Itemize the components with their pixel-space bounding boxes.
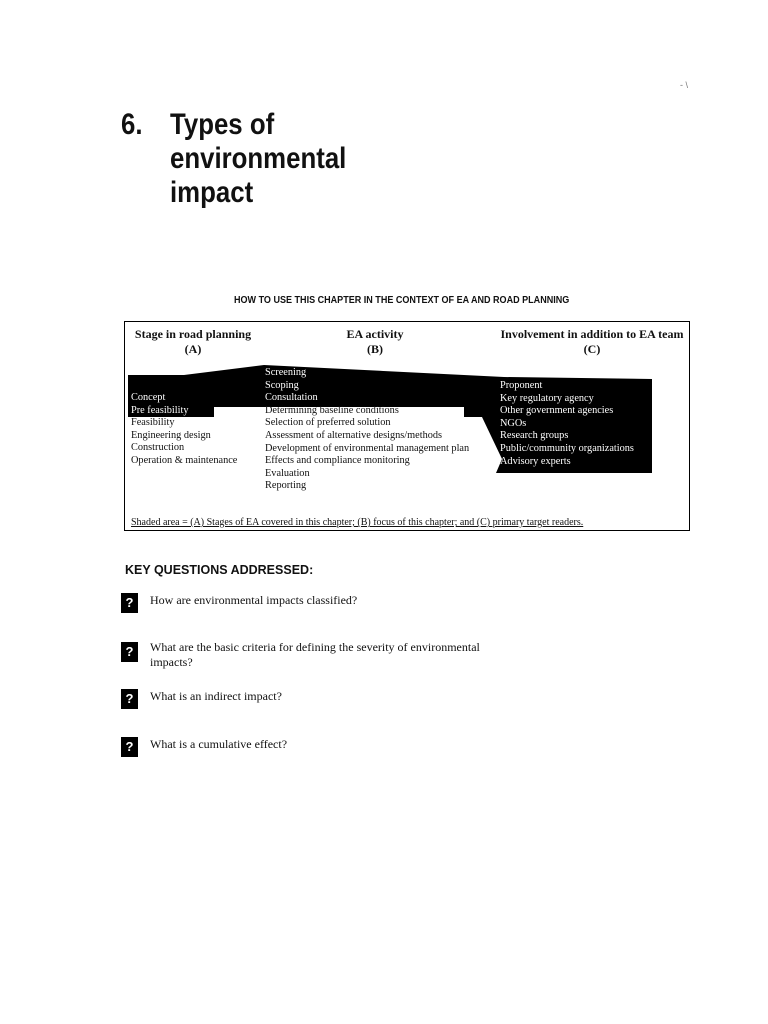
chapter-title-line: impact (170, 176, 254, 209)
activity-item: Assessment of alternative designs/methods (265, 429, 443, 441)
table-note: Shaded area = (A) Stages of EA covered in this chapter; (B) focus of this chapter; and (C) primary target readers. (131, 517, 584, 528)
key-questions-heading: KEY QUESTIONS ADDRESSED: (125, 563, 314, 577)
question-mark-icon: ? (121, 642, 138, 662)
question-line: impacts? (150, 655, 193, 669)
involvement-list (500, 380, 634, 468)
involvement-item: Other government agencies (500, 405, 614, 417)
stage-item: Operation & maintenance (131, 454, 238, 466)
column-b-title: EA activity (346, 327, 404, 341)
scan-mark: - \ (680, 80, 688, 90)
activity-item: Selection of preferred solution (265, 417, 391, 429)
involvement-item: NGOs (500, 417, 527, 429)
column-a-header (128, 327, 258, 357)
involvement-item: Key regulatory agency (500, 392, 594, 404)
column-c-header (496, 327, 688, 357)
activity-item: Effects and compliance monitoring (265, 455, 410, 467)
stage-item: Feasibility (131, 417, 175, 429)
stage-item: Concept (131, 392, 166, 403)
chapter-title-line: environmental (170, 142, 347, 175)
question-mark-icon: ? (121, 737, 138, 757)
column-c-code: (C) (583, 342, 601, 356)
stage-item: Construction (131, 442, 185, 454)
question-mark-icon: ? (121, 593, 138, 613)
question-mark-icon: ? (121, 689, 138, 709)
chapter-title-line: Types of (170, 108, 275, 141)
question-text (150, 593, 357, 608)
question-text (150, 737, 287, 752)
question-line: What is an indirect impact? (150, 689, 282, 703)
column-b-code: (B) (367, 342, 383, 356)
activity-item: Scoping (265, 379, 299, 391)
activity-item: Development of environmental management plan (265, 442, 470, 454)
activity-item: Evaluation (265, 467, 310, 479)
column-a-title: Stage in road planning (134, 327, 252, 341)
stages-list (131, 392, 237, 468)
column-b-header (320, 327, 430, 357)
activity-item: Consultation (265, 392, 318, 404)
involvement-item: Research groups (500, 430, 569, 442)
column-a-code: (A) (184, 342, 202, 356)
involvement-item: Proponent (500, 380, 543, 391)
activities-list (265, 367, 469, 493)
involvement-item: Advisory experts (500, 455, 571, 467)
question-text (150, 689, 282, 704)
stage-item: Engineering design (131, 429, 211, 441)
stage-item: Pre feasibility (131, 404, 189, 416)
column-c-title: Involvement in addition to EA team (500, 327, 684, 341)
question-text (150, 640, 480, 670)
question-line: What are the basic criteria for defining the severity of environmental (150, 640, 480, 654)
chapter-number: 6. (121, 108, 143, 141)
activity-item: Screening (265, 367, 307, 378)
how-to-heading: HOW TO USE THIS CHAPTER IN THE CONTEXT OF EA AND ROAD PLANNING (234, 294, 570, 306)
chapter-title (170, 108, 346, 210)
question-line: How are environmental impacts classified? (150, 593, 358, 607)
activity-item: Reporting (265, 480, 307, 492)
activity-item: Determining baseline conditions (265, 404, 399, 416)
involvement-item: Public/community organizations (500, 442, 634, 454)
question-line: What is a cumulative effect? (150, 737, 288, 751)
